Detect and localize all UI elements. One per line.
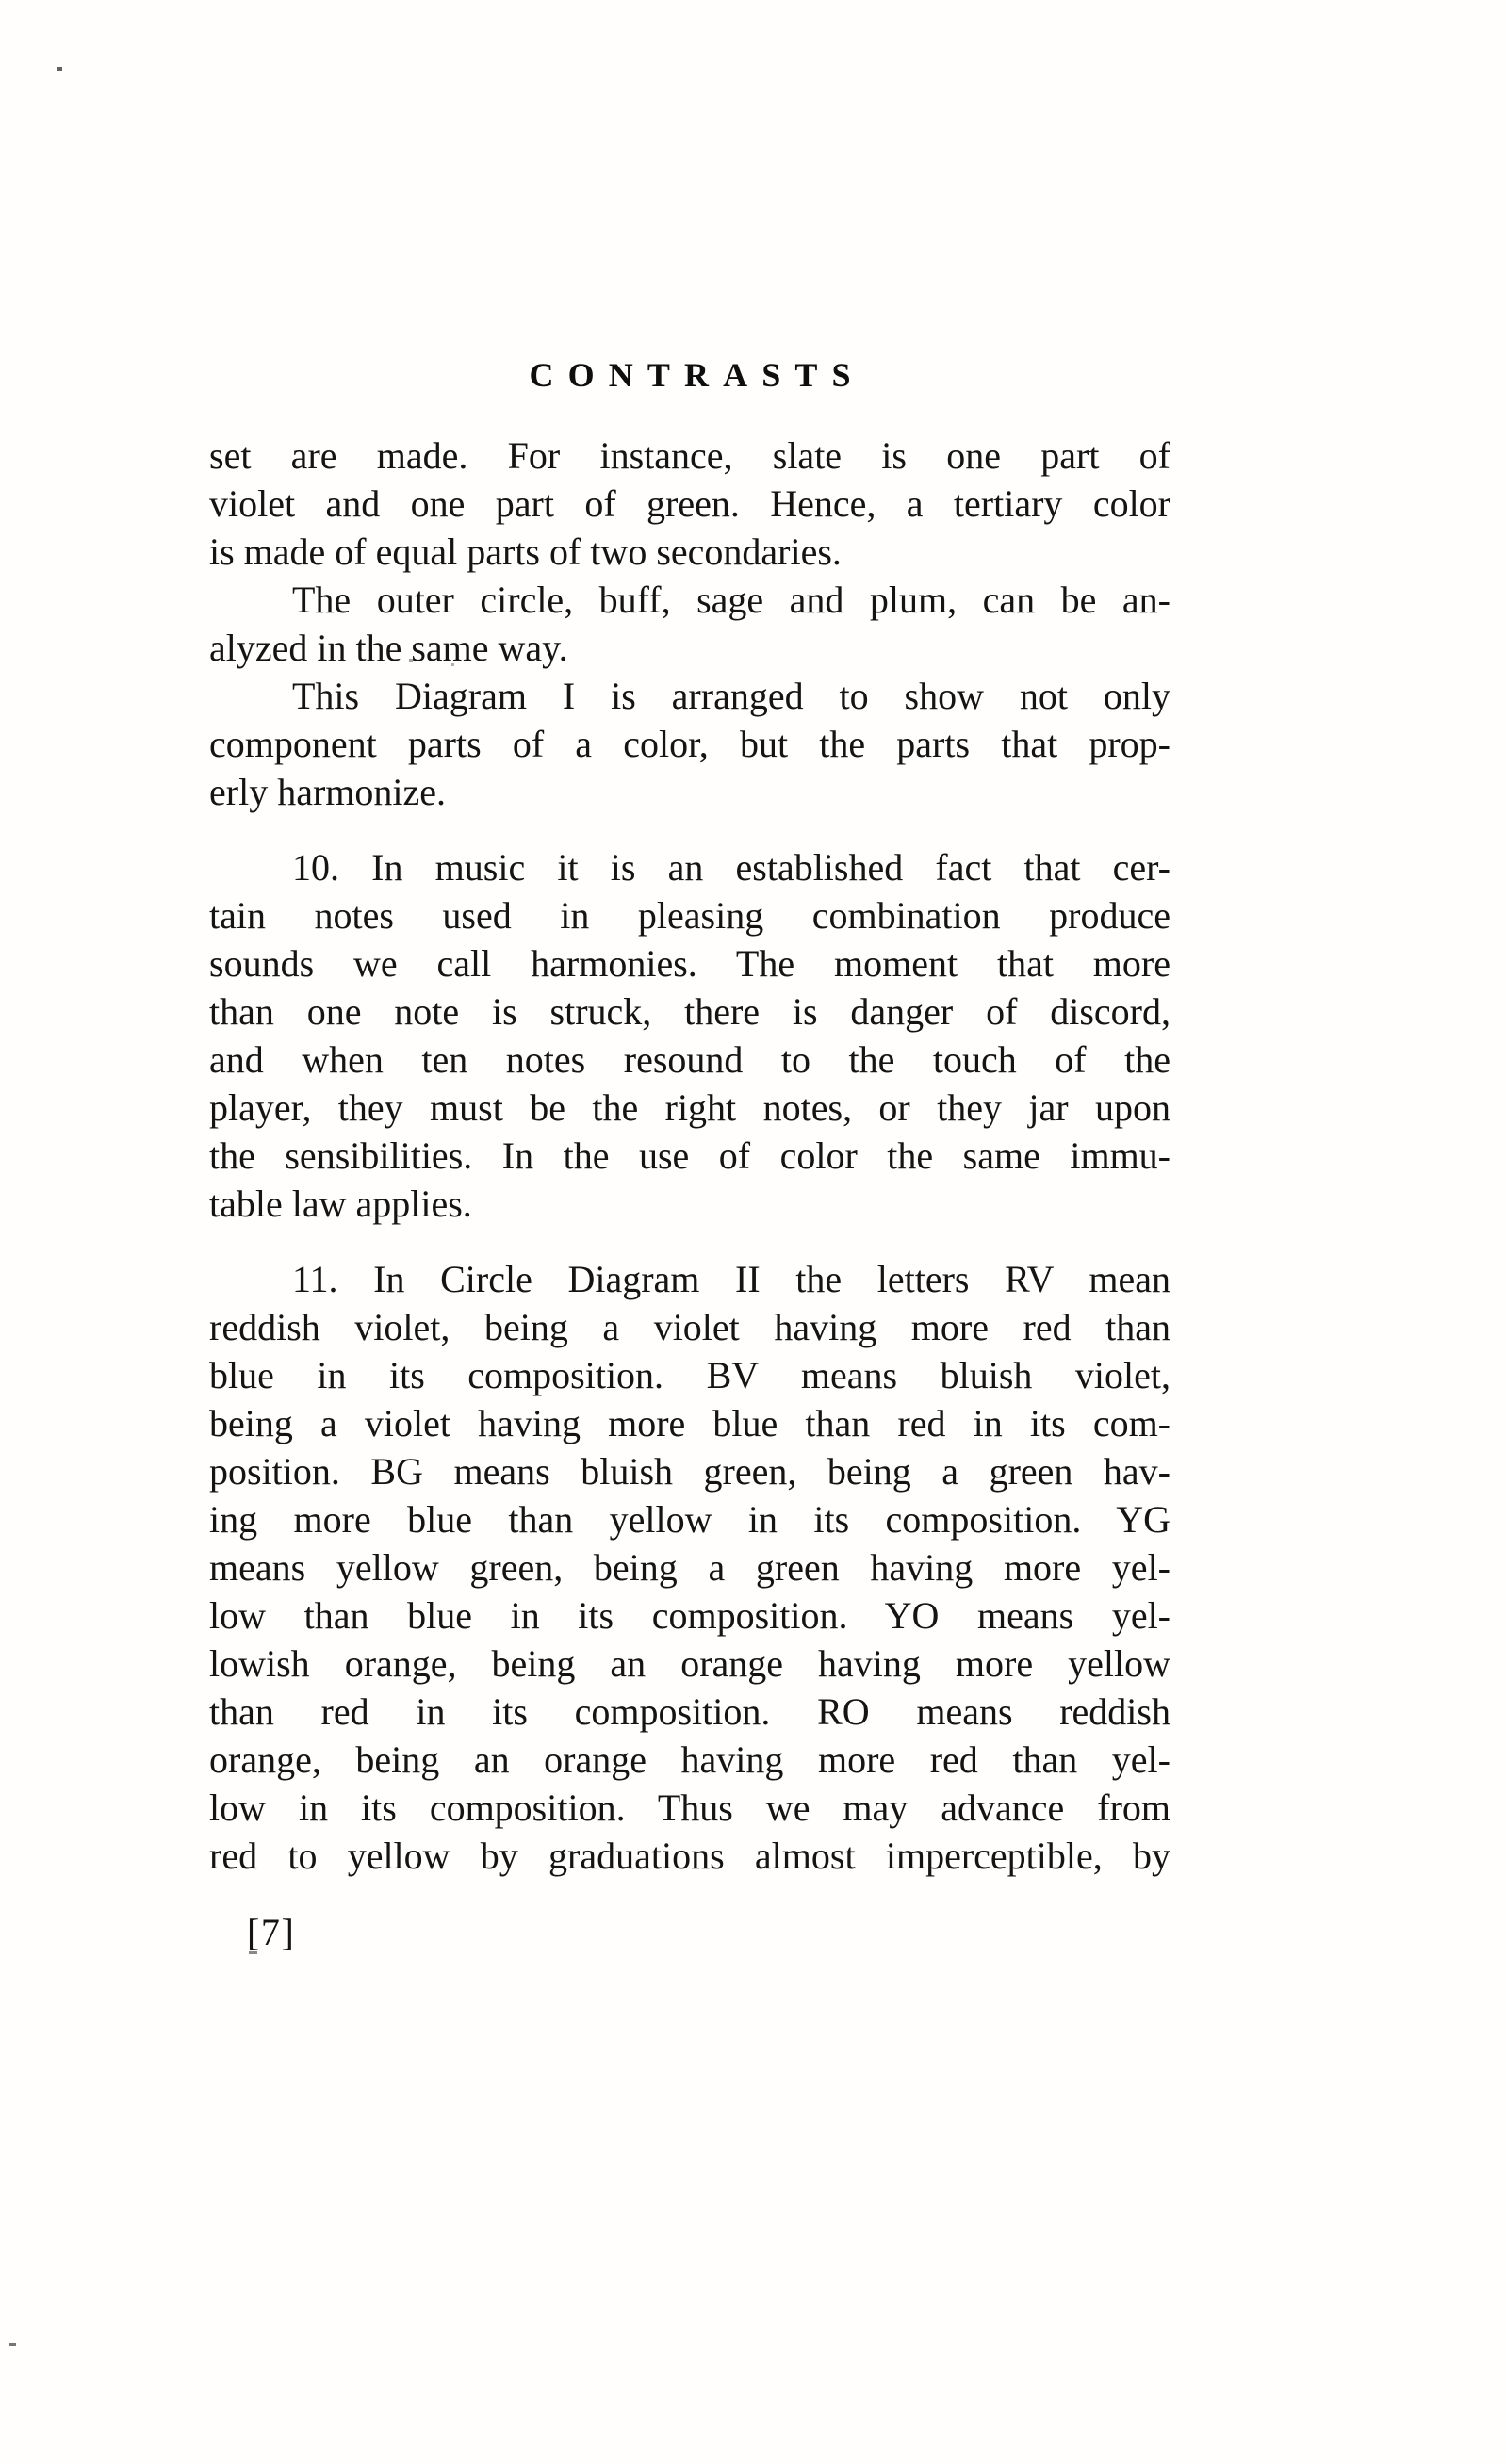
text-line: being a violet having more blue than red in its com- bbox=[209, 1402, 1170, 1444]
text-line: blue in its composition. BV means bluish violet, bbox=[209, 1354, 1170, 1396]
text-line: the sensibilities. In the use of color the same immu- bbox=[209, 1134, 1170, 1177]
text-line: erly harmonize. bbox=[209, 771, 446, 813]
text-line: reddish violet, being a violet having more red than bbox=[209, 1306, 1170, 1348]
text-line: This Diagram I is arranged to show not only bbox=[292, 675, 1170, 717]
page-number: [7] bbox=[247, 1911, 296, 1953]
paragraph-outer-circle bbox=[209, 576, 1170, 672]
paragraph-section-11 bbox=[209, 1255, 1170, 1880]
text-line: The outer circle, buff, sage and plum, can be an- bbox=[292, 579, 1170, 621]
text-line: violet and one part of green. Hence, a tertiary color bbox=[209, 482, 1170, 525]
scan-speck bbox=[9, 2343, 16, 2346]
text-line: 10. In music it is an established fact that cer- bbox=[292, 846, 1170, 889]
text-line: is made of equal parts of two secondaries. bbox=[209, 530, 842, 573]
text-line: 11. In Circle Diagram II the letters RV mean bbox=[292, 1258, 1170, 1300]
page-title: CONTRASTS bbox=[529, 356, 865, 394]
text-line: low than blue in its composition. YO means yel- bbox=[209, 1594, 1170, 1637]
text-line: ing more blue than yellow in its composition. YG bbox=[209, 1498, 1170, 1541]
text-line: orange, being an orange having more red than yel- bbox=[209, 1738, 1170, 1781]
text-line: sounds we call harmonies. The moment that more bbox=[209, 942, 1170, 985]
text-line: than red in its composition. RO means reddish bbox=[209, 1690, 1170, 1733]
scan-speck bbox=[57, 67, 62, 71]
text-line: and when ten notes resound to the touch of the bbox=[209, 1038, 1170, 1081]
text-line: tain notes used in pleasing combination produce bbox=[209, 894, 1170, 937]
text-line: player, they must be the right notes, or they jar upon bbox=[209, 1086, 1170, 1129]
text-line: than one note is struck, there is danger of discord, bbox=[209, 990, 1170, 1033]
text-line: position. BG means bluish green, being a green hav- bbox=[209, 1450, 1170, 1493]
text-line: table law applies. bbox=[209, 1183, 472, 1225]
text-line: set are made. For instance, slate is one part of bbox=[209, 434, 1170, 477]
paragraph-continuation bbox=[209, 432, 1170, 576]
text-line: alyzed in the same way. bbox=[209, 627, 568, 669]
text-line: low in its composition. Thus we may advance from bbox=[209, 1787, 1170, 1829]
paragraph-section-10 bbox=[209, 843, 1170, 1228]
text-line: red to yellow by graduations almost imperceptible, by bbox=[209, 1835, 1170, 1877]
text-line: component parts of a color, but the parts that prop- bbox=[209, 723, 1170, 765]
text-block bbox=[209, 354, 1170, 1955]
text-line: lowish orange, being an orange having more yellow bbox=[209, 1642, 1170, 1685]
text-line: means yellow green, being a green having more yel- bbox=[209, 1546, 1170, 1589]
paragraph-diagram-one bbox=[209, 672, 1170, 816]
